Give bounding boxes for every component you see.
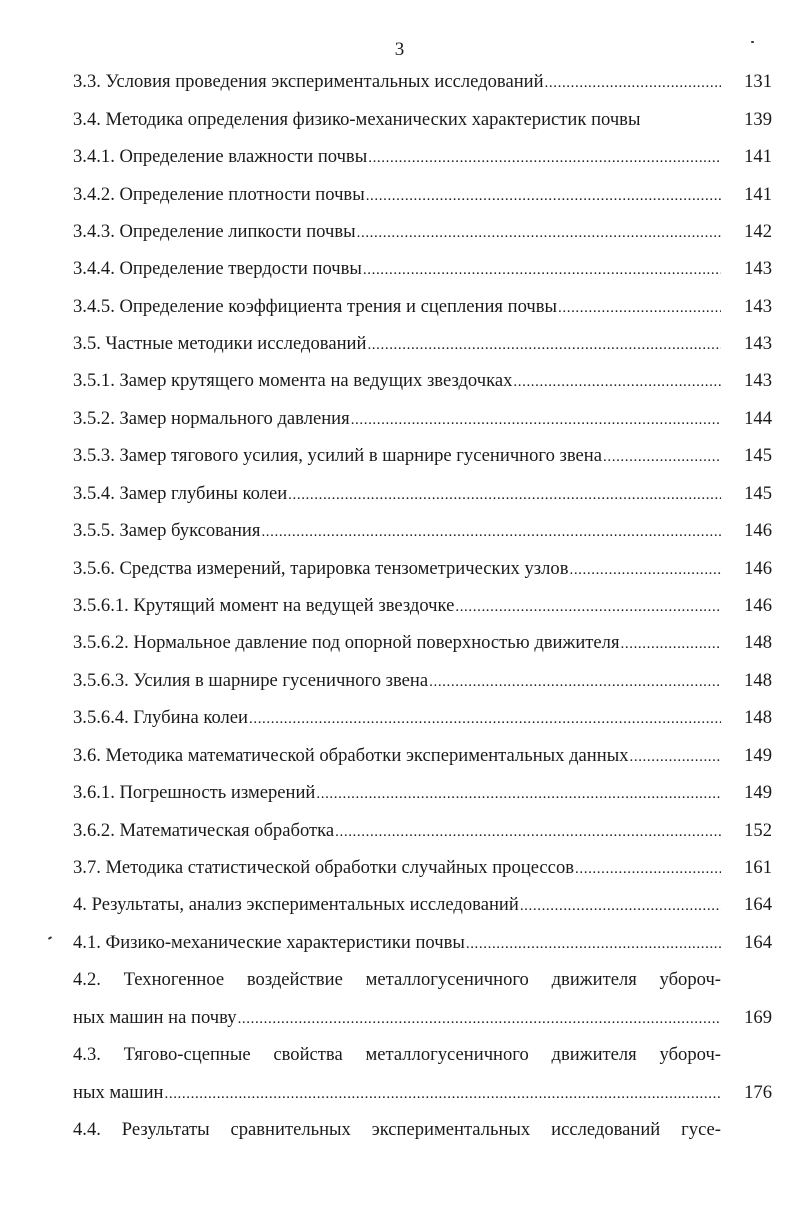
toc-leader-dots (466, 931, 721, 956)
toc-entry-title: 3.5.6. Средства измерений, тарировка тензометрических узлов (73, 558, 569, 579)
toc-page-number: 149 (744, 782, 772, 803)
toc-leader-dots (455, 594, 721, 619)
toc-entry (73, 892, 721, 918)
toc-entry (73, 219, 721, 245)
toc-entry-title: 3.4.2. Определение плотности почвы (73, 184, 365, 205)
toc-leader-dots (575, 856, 721, 881)
toc-leader-dots (558, 295, 721, 320)
toc-leader-dots (335, 819, 721, 844)
toc-leader-dots (238, 1006, 721, 1031)
toc-page-number: 131 (744, 71, 772, 92)
toc-entry (73, 406, 721, 432)
toc-entry-title: 3.4.1. Определение влажности почвы (73, 146, 368, 167)
toc-page-number: 143 (744, 258, 772, 279)
toc-leader-dots (367, 332, 721, 357)
toc-page-number: 146 (744, 558, 772, 579)
toc-entry-title: 3.4.5. Определение коэффициента трения и сцепления почвы (73, 296, 558, 317)
toc-page-number: 146 (744, 520, 772, 541)
toc-entry-title: 3.6.1. Погрешность измерений (73, 782, 316, 803)
toc-leader-dots (368, 145, 721, 170)
toc-entry (73, 368, 721, 394)
toc-entry (73, 331, 721, 357)
toc-leader-dots (249, 706, 721, 731)
toc-leader-dots (520, 893, 721, 918)
toc-leader-dots (366, 183, 721, 208)
toc-entry-title: 3.5. Частные методики исследований (73, 333, 367, 354)
toc-leader-dots (165, 1081, 722, 1106)
toc-entry-first-line: 4.3. Тягово-сцепные свойства металлогусеничного движителя убороч- (73, 1044, 721, 1065)
toc-page-number: 164 (744, 894, 772, 915)
toc-leader-dots (357, 220, 721, 245)
toc-leader-dots (513, 369, 721, 394)
toc-page-number: 145 (744, 483, 772, 504)
toc-entry-title: 3.5.6.2. Нормальное давление под опорной поверхностью движителя (73, 632, 620, 653)
toc-page-number: 161 (744, 857, 772, 878)
toc-entry-title: 3.5.1. Замер крутящего момента на ведущих звездочках (73, 370, 513, 391)
toc-entry (73, 818, 721, 844)
toc-leader-dots (603, 444, 721, 469)
scan-speck (751, 41, 754, 43)
toc-entry (73, 593, 721, 619)
toc-entry-title: 4.1. Физико-механические характеристики почвы (73, 932, 465, 953)
toc-leader-dots (545, 70, 721, 95)
toc-entry-first-line: 4.4. Результаты сравнительных экспериментальных исследований гусе- (73, 1119, 721, 1140)
toc-page-number: 148 (744, 707, 772, 728)
toc-entry-title: 3.4.4. Определение твердости почвы (73, 258, 362, 279)
toc-entry (73, 1005, 721, 1031)
toc-page-number: 152 (744, 820, 772, 841)
toc-page-number: 141 (744, 184, 772, 205)
toc-entry (73, 182, 721, 208)
toc-entry (73, 443, 721, 469)
toc-page-number: 146 (744, 595, 772, 616)
toc-leader-dots (621, 631, 721, 656)
toc-page-number: 141 (744, 146, 772, 167)
toc-leader-dots (363, 257, 721, 282)
toc-entry-title: 3.5.6.4. Глубина колеи (73, 707, 248, 728)
toc-entry (73, 780, 721, 806)
toc-page-number: 148 (744, 670, 772, 691)
toc-entry (73, 630, 721, 656)
toc-page-number: 143 (744, 370, 772, 391)
toc-page-number: 148 (744, 632, 772, 653)
toc-entry (73, 107, 728, 133)
toc-entry (73, 144, 721, 170)
toc-entry (73, 743, 721, 769)
toc-entry (73, 705, 721, 731)
toc-entry-title: 3.5.6.3. Усилия в шарнире гусеничного звена (73, 670, 429, 691)
toc-leader-dots (261, 519, 721, 544)
page-number: 3 (394, 39, 405, 60)
toc-entry (73, 668, 721, 694)
toc-entry (73, 1080, 721, 1106)
toc-entry-title: 3.5.4. Замер глубины колеи (73, 483, 288, 504)
toc-entry-title: ных машин на почву (73, 1007, 237, 1028)
toc-leader-dots (630, 744, 722, 769)
toc-entry-title: 3.4. Методика определения физико-механических характеристик почвы (73, 109, 641, 130)
toc-leader-dots (288, 482, 721, 507)
toc-page-number: 149 (744, 745, 772, 766)
toc-page-number: 145 (744, 445, 772, 466)
toc-leader-dots (316, 781, 721, 806)
toc-entry (73, 930, 721, 956)
toc-page-number: 139 (744, 109, 772, 130)
toc-page-number: 144 (744, 408, 772, 429)
toc-page-number: 169 (744, 1007, 772, 1028)
toc-entry-title: 3.6. Методика математической обработки экспериментальных данных (73, 745, 629, 766)
toc-entry (73, 481, 721, 507)
toc-leader-dots (351, 407, 721, 432)
toc-entry-title: 3.3. Условия проведения экспериментальных исследований (73, 71, 544, 92)
toc-entry-title: 3.7. Методика статистической обработки случайных процессов (73, 857, 575, 878)
toc-page-number: 143 (744, 296, 772, 317)
toc-page-number: 142 (744, 221, 772, 242)
toc-entry-title: ных машин (73, 1082, 164, 1103)
toc-entry-first-line: 4.2. Техногенное воздействие металлогусеничного движителя убороч- (73, 969, 721, 990)
toc-entry-title: 3.5.2. Замер нормального давления (73, 408, 350, 429)
toc-entry (73, 294, 721, 320)
toc-entry (73, 256, 721, 282)
toc-page-number: 164 (744, 932, 772, 953)
toc-entry-title: 3.5.3. Замер тягового усилия, усилий в шарнире гусеничного звена (73, 445, 603, 466)
toc-entry-title: 3.6.2. Математическая обработка (73, 820, 335, 841)
toc-entry-title: 3.5.5. Замер буксования (73, 520, 261, 541)
toc-entry-title: 4. Результаты, анализ экспериментальных исследований (73, 894, 519, 915)
toc-entry-title: 3.4.3. Определение липкости почвы (73, 221, 356, 242)
toc-entry (73, 855, 721, 881)
toc-page-number: 176 (744, 1082, 772, 1103)
toc-leader-dots (429, 669, 721, 694)
toc-leader-dots (569, 557, 721, 582)
toc-entry (73, 69, 721, 95)
toc-entry (73, 556, 721, 582)
toc-page-number: 143 (744, 333, 772, 354)
toc-entry (73, 518, 721, 544)
toc-entry-title: 3.5.6.1. Крутящий момент на ведущей звездочке (73, 595, 455, 616)
